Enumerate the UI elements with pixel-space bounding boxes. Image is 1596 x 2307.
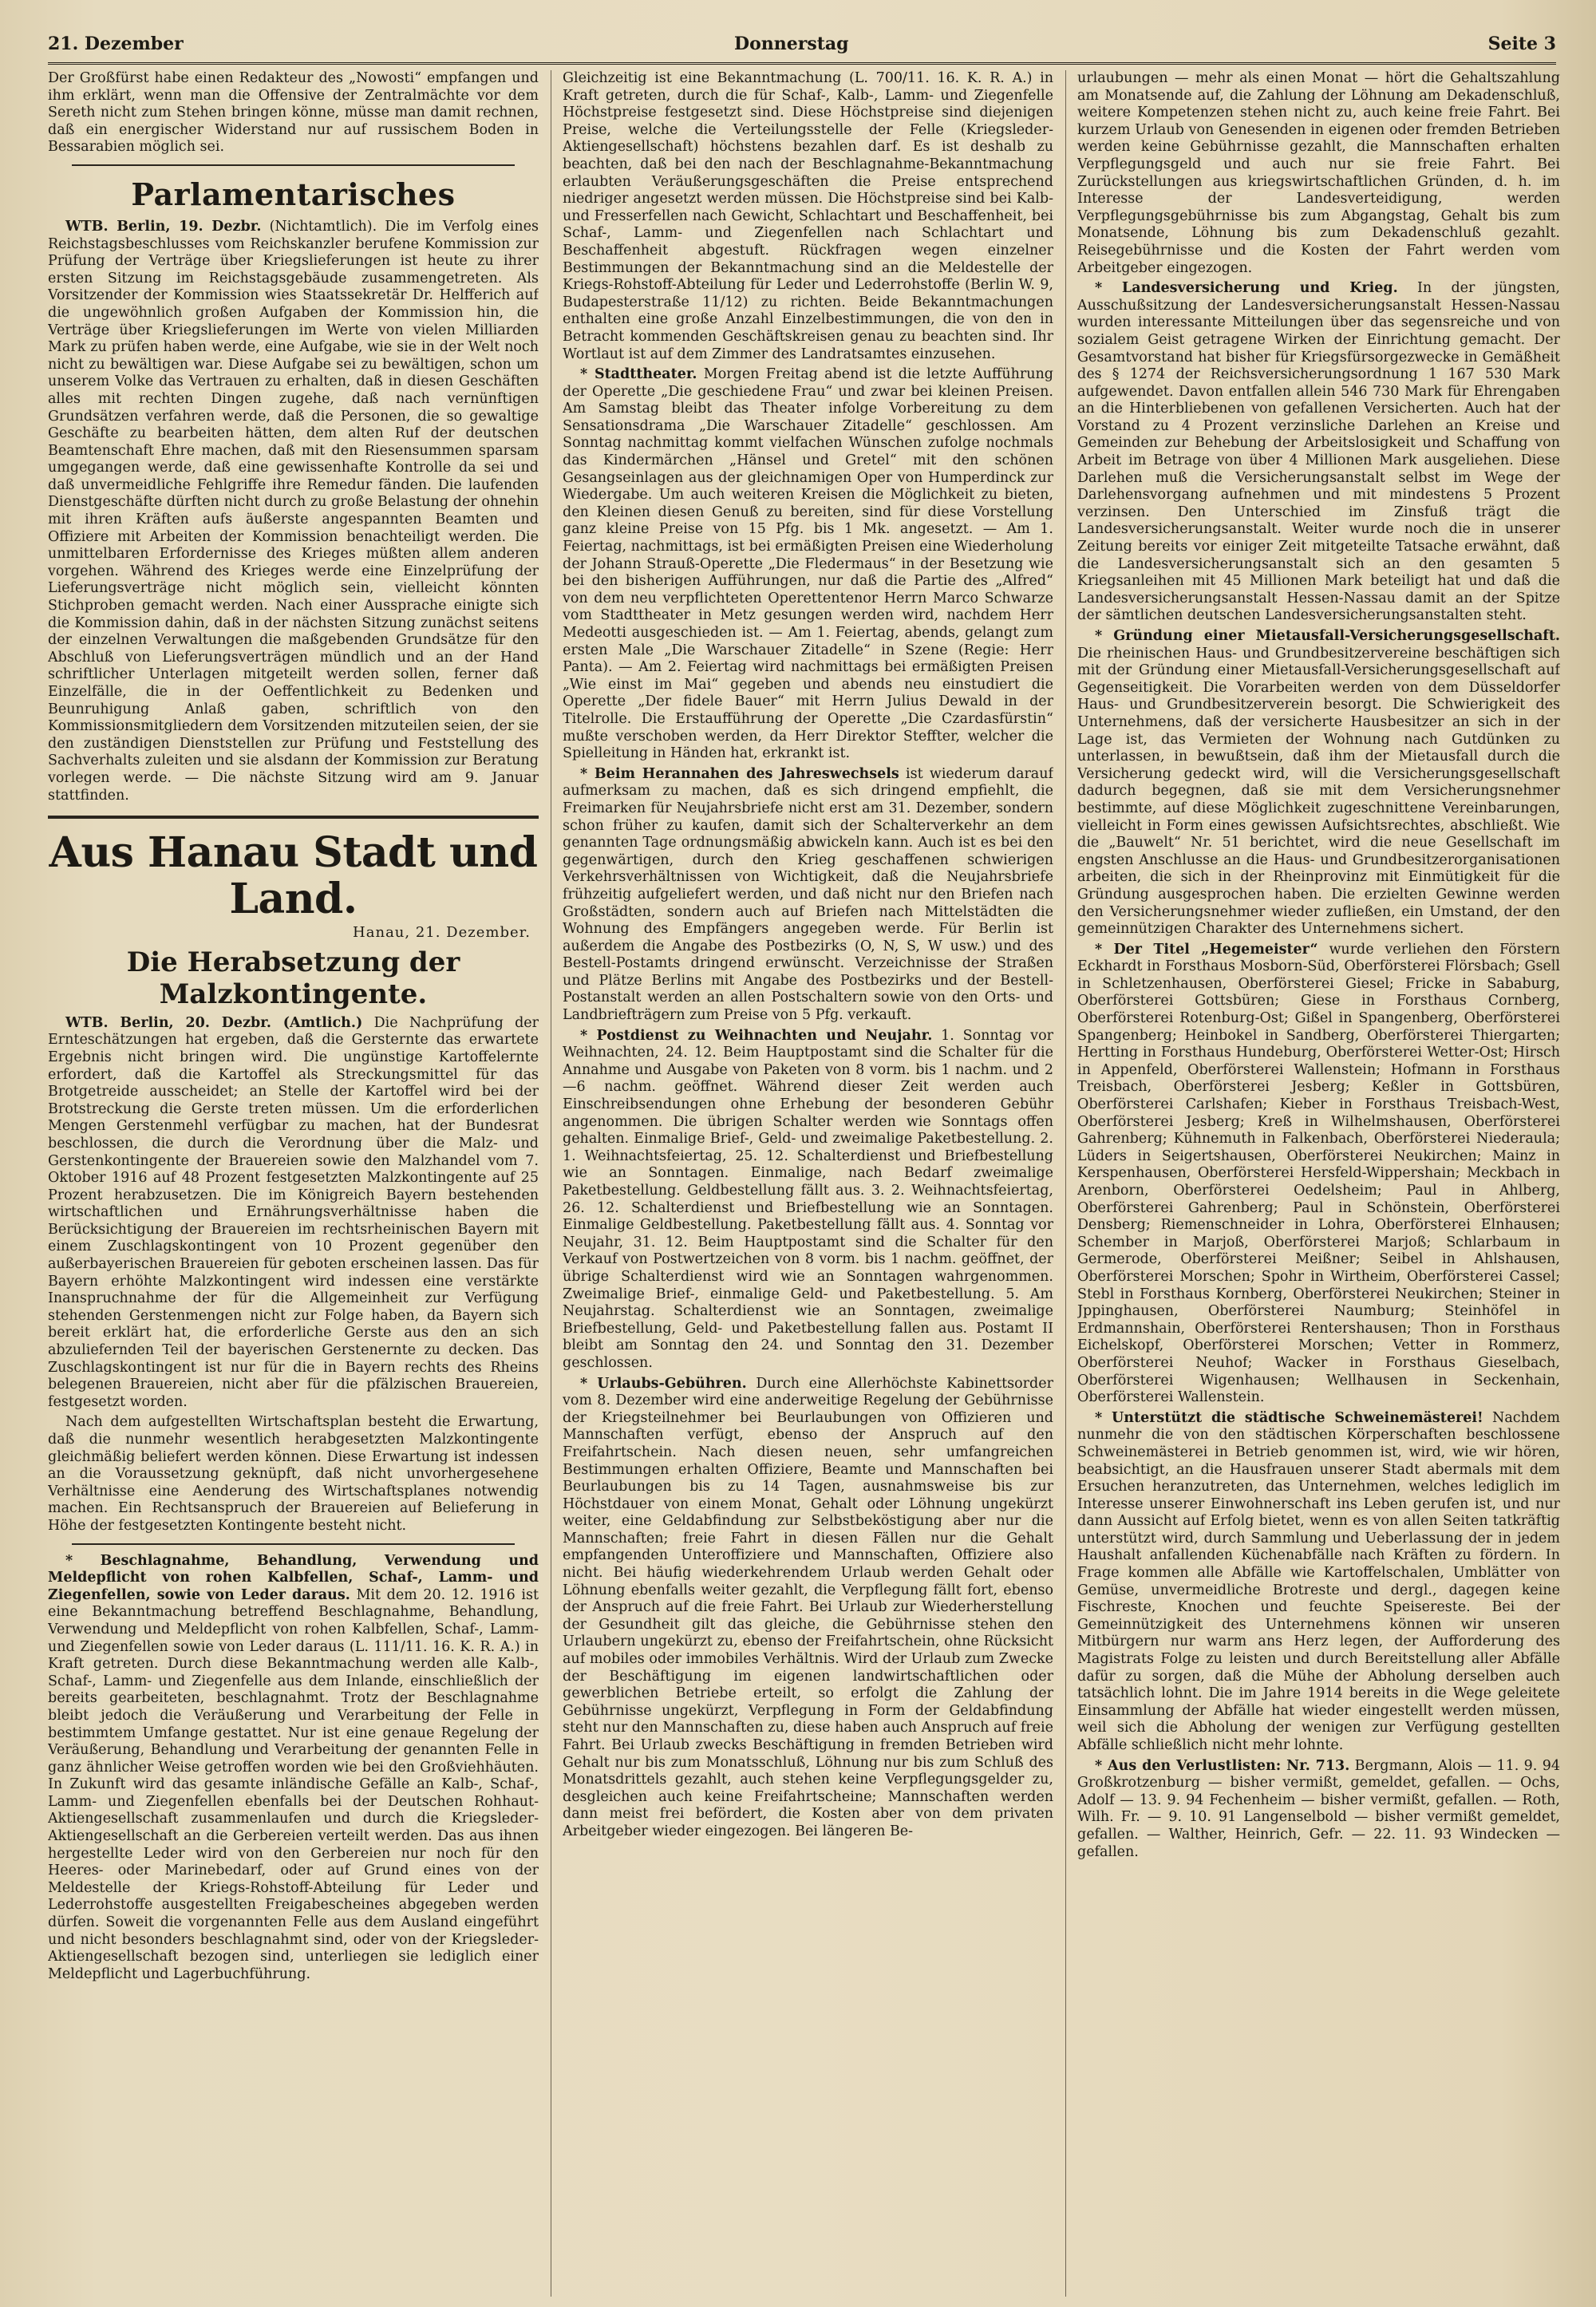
article-lead: * Gründung einer Mietausfall-Versicherungsgesellschaft. bbox=[1095, 628, 1560, 644]
article-malzkontingente-continued: Nach dem aufgestellten Wirtschaftsplan besteht die Erwartung, daß die nunmehr wesentlich herabgesetzten Malzkontingente gleichmäßig beliefert werden können. Diese Erwartung ist indessen an die Voraussetzung geknüpft, daß nicht unvorhergesehene Verhältnisse eine Aenderung des Wirtschaftsplanes notwendig machen. Ein Rechtsanspruch der Brauereien auf Belieferung in Höhe der festgesetzten Kontingente besteht nicht. bbox=[48, 1414, 539, 1534]
article-title-malzkontingente: Die Herabsetzung der Malzkontingente. bbox=[126, 946, 460, 1010]
article-lead: * Unterstützt die städtische Schweinemästerei! bbox=[1095, 1409, 1483, 1426]
article-landesversicherung bbox=[1077, 280, 1560, 625]
article-body: Morgen Freitag abend ist die letzte Aufführung der Operette „Die geschiedene Frau“ und zwar bei kleinen Preisen. Am Samstag bleibt das Theater infolge Vorbereitung zu dem Sensationsdrama „Die Warschauer Zitadelle“ geschlossen. Am Sonntag nachmittag kommt vielfachen Wünschen zufolge nochmals das Kindermärchen „Hänsel und Gretel“ mit den schönen Gesangseinlagen aus der gleichnamigen Oper von Humperdinck zur Wiedergabe. Um auch weiteren Kreisen die Möglichkeit zu bieten, den Kleinen diesen Genuß zu bereiten, sind für diese Vorstellung ganz kleine Preise von 15 Pfg. bis 1 Mk. angesetzt. — Am 1. Feiertag, nachmittags, ist bei ermäßigten Preisen eine Wiederholung der Johann Strauß-Operette „Die Fledermaus“ in der Besetzung wie bei den bisherigen Aufführungen, nur daß die Partie des „Alfred“ von dem neu verpflichteten Operettentenor Herrn Marco Schwarze vom Stadttheater in Metz gesungen werden wird, nachdem Herr Medeotti ausgeschieden ist. — Am 1. Feiertag, abends, gelangt zum ersten Male „Die Warschauer Zitadelle“ in Szene (Regie: Herr Panta). — Am 2. Feiertag wird nachmittags bei ermäßigten Preisen „Wie einst im Mai“ gegeben und abends neu einstudiert die Operette „Der fidele Bauer“ mit Herrn Julius Dewald in der Titelrolle. Die Erstaufführung der Operette „Die Czardasfürstin“ mußte verschoben werden, da Herr Direktor Steffter, welcher die Spielleitung in Händen hat, erkrankt ist. bbox=[563, 366, 1053, 762]
column-1 bbox=[48, 70, 539, 2297]
page-header bbox=[48, 32, 1556, 65]
section-title-hanau: Aus Hanau Stadt und Land. bbox=[49, 828, 538, 924]
article-body: (Nichtamtlich). Die im Verfolg eines Reichstagsbeschlusses vom Reichskanzler berufene Kommission zur Prüfung der Verträge über Kriegslieferungen ist heute zu ihrer ersten Sitzung im Reichstagsgebäude zusammengetreten. Als Vorsitzender der Kommission wies Staatssekretär Dr. Helfferich auf die ungewöhnlich großen Aufgaben der Kommission hin, die Verträge über Kriegslieferungen im Werte von vielen Milliarden Mark zu prüfen haben werde, eine Aufgabe, wie sie in der Welt noch nicht zu bewältigen war. Diese Aufgabe sei zu bewältigen, schon um unserem Volke das Vertrauen zu erhalten, daß in diesen Geschäften alles mit rechten Dingen zugehe, daß nach vernünftigen Grundsätzen verfahren werde, daß die Personen, die so gewaltige Geschäfte zu bearbeiten hätten, dem alten Ruf der deutschen Beamtenschaft Ehre machen, daß mit den Riesensummen sparsam umgegangen werde, daß eine gewissenhafte Kontrolle da sei und daß unvermeidliche Fehlgriffe ihre Remedur fänden. Die laufenden Dienstgeschäfte dürften nicht durch zu große Belastung der ohnehin mit ihren Kräften aufs äußerste angespannten Beamten und Offiziere mit Arbeiten der Kommission benachteiligt werden. Die unmittelbaren Erfordernisse des Krieges müßten allem anderen vorgehen. Während des Krieges werde eine Einzelprüfung der Lieferungsverträge nicht möglich sein, vielleicht könnten Stichproben gemacht werden. Nach einer Aussprache einigte sich die Kommission dahin, daß in der nächsten Sitzung zunächst seitens der einzelnen Verwaltungen die maßgebenden Grundsätze für den Abschluß von Lieferungsverträgen mündlich und an der Hand schriftlicher Unterlagen mitgeteilt werden sollen, ferner daß Einzelfälle, die in der Oeffentlichkeit zu Bedenken und Beunruhigung Anlaß gaben, schriftlich von den Kommissionsmitgliedern dem Vorsitzenden mitzuteilen seien, der sie den zuständigen Dienststellen zur Prüfung und Feststellung des Sachverhalts zuleiten und sie alsdann der Kommission zur Beratung vorlegen werde. — Die nächste Sitzung wird am 9. Januar stattfinden. bbox=[48, 218, 539, 804]
article-stadttheater bbox=[563, 366, 1053, 763]
article-lead: * Beim Herannahen des Jahreswechsels bbox=[580, 765, 899, 782]
article-body: Mit dem 20. 12. 1916 ist eine Bekanntmachung betreffend Beschlagnahme, Behandlung, Verwendung und Meldepflicht von rohen Kalbfellen, Schaf-, Lamm- und Ziegenfellen sowie von Leder daraus (L. 111/11. 16. K. R. A.) in Kraft getreten. Durch diese Bekanntmachung werden alle Kalb-, Schaf-, Lamm- und Ziegenfelle aus dem Inlande, einschließlich der bereits gearbeiteten, beschlagnahmt. Trotz der Beschlagnahme bleibt jedoch die Veräußerung und Verarbeitung der Felle in bestimmtem Umfange gestattet. Nur ist eine genaue Regelung der Veräußerung, Behandlung und Verarbeitung der genannten Felle in ganz ähnlicher Weise getroffen worden wie bei den Großviehhäuten. In Zukunft wird das gesamte inländische Gefälle an Kalb-, Schaf-, Lamm- und Ziegenfellen ebenfalls bei der Deutschen Rohhaut-Aktiengesellschaft zusammenlaufen und durch die Kriegsleder-Aktiengesellschaft an die Gerbereien verteilt werden. Das aus ihnen hergestellte Leder wird von den Gerbereien nur noch für den Heeres- oder Marinebedarf, oder auf Grund eines von der Meldestelle der Kriegs-Rohstoff-Abteilung für Leder und Lederrohstoffe ausgestellten Freigabescheines abgegeben werden dürfen. Soweit die vorgenannten Felle aus dem Ausland eingeführt und nicht besonders beschlagnahmt sind, oder von der Kriegsleder-Aktiengesellschaft bezogen sind, unterliegen sie lediglich einer Meldepflicht und Lagerbuchführung. bbox=[48, 1586, 539, 1982]
article-body: Die rheinischen Haus- und Grundbesitzervereine beschäftigen sich mit der Gründung einer Mietausfall-Versicherungsgesellschaft auf Gegenseitigkeit. Die Vorarbeiten werden von dem Düsseldorfer Haus- und Grundbesitzerverein besorgt. Die Schwierigkeit des Unternehmens, daß der versicherte Hausbesitzer an sich in der Lage ist, das Vermieten der Wohnung nach Gutdünken zu unterlassen, in bewußtsein, daß ihm der Mietausfall durch die Versicherung gedeckt wird, will die Versicherungsgesellschaft dadurch begegnen, daß sie mit dem Versicherungsnehmer bestimmte, auf diese Möglichkeit zugeschnittene Vereinbarungen, vielleicht in Form eines gewissen Aufsichtsrechtes, abschließt. Wie die „Bauwelt“ Nr. 51 berichtet, wird die neue Gesellschaft im engsten Anschlusse an die Haus- und Grundbesitzerorganisationen arbeiten, die sich in der Rheinprovinz mit Einmütigkeit für die Gründung ausgesprochen haben. Die erzielten Gewinne werden den Versicherungsnehmer wieder zufließen, ein Umstand, der den gemeinnützigen Charakter des Unternehmens sichert. bbox=[1077, 645, 1560, 938]
column-rule-2 bbox=[1065, 70, 1066, 2297]
article-mietausfall bbox=[1077, 628, 1560, 938]
section-title-parlamentarisches: Parlamentarisches bbox=[131, 176, 456, 212]
header-date: 21. Dezember bbox=[48, 34, 184, 54]
article-lead: * Postdienst zu Weihnachten und Neujahr. bbox=[580, 1027, 933, 1044]
article-lead: * Stadttheater. bbox=[580, 366, 697, 383]
article-postdienst bbox=[563, 1028, 1053, 1373]
column-2 bbox=[563, 70, 1053, 2297]
article-jahreswechsel bbox=[563, 766, 1053, 1025]
divider bbox=[72, 1543, 515, 1545]
article-parlamentarisches bbox=[48, 219, 539, 804]
article-hegemeister bbox=[1077, 942, 1560, 1407]
article-body: Bergmann, Alois — 11. 9. 94 Großkrotzenburg — bisher vermißt, gemeldet, gefallen. — Ochs, Adolf — 13. 9. 94 Fechenheim — bisher vermißt, gefallen. — Roth, Wilh. Fr. — 9. 10. 91 Langenselbold — bisher vermißt gemeldet, gefallen. — Walther, Heinrich, Gefr. — 22. 11. 93 Windecken — gefallen. bbox=[1077, 1757, 1560, 1860]
article-body: wurde verliehen den Förstern Eckhardt in Forsthaus Mosborn-Süd, Oberförsterei Flörsbach; Gsell in Schletzenhausen, Oberförsterei Giesel; Fricke in Sababurg, Oberförsterei Gottsbüren; Giese in Forsthaus Cornberg, Oberförsterei Rotenburg-Ost; Gißel in Spangenberg, Oberförsterei Spangenberg; Heinbokel in Sandberg, Oberförsterei Thiergarten; Hertting in Forsthaus Hundeburg, Oberförsterei Wetter-Ost; Hirsch in Appenfeld, Oberförsterei Wallenstein; Hofmann in Forsthaus Treisbach, Oberförsterei Jesberg; Keßler in Gottsbüren, Oberförsterei Carlshafen; Kieber in Forsthaus Treisbach-West, Oberförsterei Jesberg; Kreß in Wilhelmshausen, Oberförsterei Gahrenberg; Kühnemuth in Falkenbach, Oberförsterei Niederaula; Lüders in Seigertshausen, Oberförsterei Neukirchen; Mainz in Kerspenhausen, Oberförsterei Hersfeld-Wippershain; Meckbach in Arenborn, Oberförsterei Oedelsheim; Paul in Ahlberg, Oberförsterei Gahrenberg; Paul in Schönstein, Oberförsterei Densberg; Riemenschneider in Lohra, Oberförsterei Elnhausen; Schember in Marjoß, Oberförsterei Marjoß; Schlarbaum in Germerode, Oberförsterei Meißner; Seibel in Ahlshausen, Oberförsterei Morschen; Spohr in Wirtheim, Oberförsterei Cassel; Stebl in Forsthaus Kornberg, Oberförsterei Neukirchen; Steiner in Jppinghausen, Oberförsterei Naumburg; Steinhöfel in Erdmannshain, Oberförsterei Rentershausen; Thon in Forsthaus Eichelskopf, Oberförsterei Morschen; Vetter in Rommerz, Oberförsterei Neuhof; Wacker in Forsthaus Gieselbach, Oberförsterei Wigenhausen; Wellhausen in Seckenhain, Oberförsterei Wallenstein. bbox=[1077, 941, 1560, 1406]
article-verlustlisten bbox=[1077, 1758, 1560, 1862]
article-body: In der jüngsten, Ausschußsitzung der Landesversicherungsanstalt Hessen-Nassau wurden interessante Mitteilungen über das segensreiche und von sozialem Geist getragene Wirken der Einrichtung gemacht. Der Gesamtvorstand hat bisher für Kriegsfürsorgezwecke in Gemäßheit des § 1274 der Reichsversicherungsordnung 1 167 530 Mark aufgewendet. Davon entfallen allein 546 730 Mark für Ehrengaben an die Hinterbliebenen von gefallenen Versicherten. Auch hat der Vorstand zu 4 Prozent verzinsliche Darlehen an Kreise und Gemeinden zur Behebung der Arbeitslosigkeit und Schaffung von Arbeit im Betrage von über 4 Millionen Mark ausgeliehen. Diese Darlehen muß die Versicherungsanstalt selbst im Wege der Darlehensvorgang aufnehmen und mit mindestens 5 Prozent verzinsen. Den Unterschied im Zinsfuß trägt die Landesversicherungsanstalt. Weiter wurde noch die in unserer Zeitung bereits vor einiger Zeit mitgeteilte Tatsache erwähnt, daß die Landesversicherungsanstalt sich an den gesamten 5 Kriegsanleihen mit 45 Millionen Mark beteiligt hat und daß die Landesversicherungsanstalt Hessen-Nassau damit an der Spitze der sämtlichen deutschen Landesversicherungsanstalten steht. bbox=[1077, 280, 1560, 624]
article-lead: * Aus den Verlustlisten: Nr. 713. bbox=[1095, 1757, 1350, 1774]
article-body: ist wiederum darauf aufmerksam zu machen, daß es sich dringend empfiehlt, die Freimarken für Neujahrsbriefe nicht erst am 31. Dezember, sondern schon früher zu kaufen, damit sich der Schalterverkehr an dem genannten Tage ordnungsmäßig abwickeln kann. Auch ist es bei den gegenwärtigen, durch den Krieg geschaffenen schwierigen Verkehrsverhältnissen von Wichtigkeit, daß die Neujahrsbriefe frühzeitig aufgeliefert werden, und daß nicht nur den Briefen nach Großstädten, sondern auch auf Briefen nach Mittelstädten die Wohnung des Empfängers angegeben werde. Für Berlin ist außerdem die Angabe des Postbezirks (O, N, S, W usw.) und des Bestell-Postamts dringend erwünscht. Verzeichnisse der Straßen und Plätze Berlins mit Angabe des Postbezirks und der Bestell-Postanstalt werden an allen Postschaltern sowie von den Orts- und Landbriefträgern zum Preise von 5 Pfg. verkauft. bbox=[563, 765, 1053, 1024]
dateline: WTB. Berlin, 20. Dezbr. (Amtlich.) bbox=[65, 1014, 363, 1031]
intro-paragraph: Der Großfürst habe einen Redakteur des „Nowosti“ empfangen und ihm erklärt, wenn man die Offensive der Zentralmächte vor dem Sereth nicht zum Stehen bringen könne, müsse man damit rechnen, daß ein energischer Widerstand nur auf russischem Boden in Bessarabien möglich sei. bbox=[48, 70, 539, 156]
header-day: Donnerstag bbox=[734, 34, 849, 54]
article-body: Durch eine Allerhöchste Kabinettsorder vom 8. Dezember wird eine anderweitige Regelung der Gebührnisse der Kriegsteilnehmer bei Beurlaubungen von Offizieren und Mannschaften verfügt, ebenso der Anspruch auf den Freifahrtschein. Nach diesen neuen, sehr umfangreichen Bestimmungen erhalten Offiziere, Beamte und Mannschaften bei Beurlaubungen bis zu 14 Tagen, ausnahmsweise bis zur Höchstdauer von einem Monat, Gehalt oder Löhnung ungekürzt weiter, eine Geldabfindung zur Selbstbeköstigung aber nur die Mannschaften; freie Fahrt in diesen Fällen nur die Gehalt empfangenden Unteroffiziere und Mannschaften, Offiziere also nicht. Bei häufig wiederkehrendem Urlaub werden Gehalt oder Löhnung ebenfalls weiter gezahlt, die Verpflegung fällt fort, ebenso der Anspruch auf die freie Fahrt. Bei Urlaub zur Wiederherstellung der Gesundheit gilt das gleiche, die Gebührnisse stehen den Urlaubern ungekürzt zu, ebenso der Freifahrtschein, ohne Rücksicht auf mobiles oder immobiles Verhältnis. Wird der Urlaub zum Zwecke der Beschäftigung im eigenen landwirtschaftlichen oder gewerblichen Betriebe erteilt, so erfolgt die Zahlung der Gebührnisse ungekürzt, Verpflegung in Form der Geldabfindung steht nur den Mannschaften zu, diese haben auch Anspruch auf freie Fahrt. Bei Urlaub zwecks Beschäftigung in fremden Betrieben wird Gehalt nur bis zum Monatsschluß, Löhnung nur bis zum Schluß des Monatsdrittels gezahlt, auch stehen keine Verpflegungsgelder zu, desgleichen auch keine Freifahrtscheine; Mannschaften werden dann meist frei befördert, die Kosten aber von dem privaten Arbeitgeber wieder eingezogen. Bei längeren Be- bbox=[563, 1375, 1053, 1839]
article-schweinemaesterei bbox=[1077, 1410, 1560, 1755]
article-body: 1. Sonntag vor Weihnachten, 24. 12. Beim Hauptpostamt sind die Schalter für die Annahme und Ausgabe von Paketen von 8 vorm. bis 1 nachm. und 2—6 nachm. geöffnet. Während dieser Zeit werden auch Einschreibsendungen ohne Erhebung der besonderen Gebühr angenommen. Die übrigen Schalter werden wie Sonntags offen gehalten. Einmalige Brief-, Geld- und zweimalige Paketbestellung. 2. 1. Weihnachtsfeiertag, 25. 12. Schalterdienst und Briefbestellung wie an Sonntagen. Einmalige, nach Bedarf zweimalige Paketbestellung. Geldbestellung fällt aus. 3. 2. Weihnachtsfeiertag, 26. 12. Schalterdienst und Briefbestellung wie an Sonntagen. Einmalige Geldbestellung. Paketbestellung fällt aus. 4. Sonntag vor Neujahr, 31. 12. Beim Hauptpostamt sind die Schalter für den Verkauf von Postwertzeichen von 8 vorm. bis 1 nachm. geöffnet, der übrige Schalterdienst wird wie an Sonntagen wahrgenommen. Zweimalige Brief-, einmalige Geld- und Paketbestellung. 5. Am Neujahrstag. Schalterdienst wie an Sonntagen, zweimalige Briefbestellung, Geld- und Paketbestellung fallen aus. Postamt II bleibt am Sonntag den 24. und Sonntag den 31. Dezember geschlossen. bbox=[563, 1027, 1053, 1371]
article-malzkontingente bbox=[48, 1015, 539, 1412]
dateline: WTB. Berlin, 19. Dezbr. bbox=[65, 218, 262, 235]
article-urlaubsgebuehren bbox=[563, 1376, 1053, 1841]
article-hoechstpreise: Gleichzeitig ist eine Bekanntmachung (L. 700/11. 16. K. R. A.) in Kraft getreten, durch die für Schaf-, Kalb-, Lamm- und Ziegenfelle Höchstpreise festgesetzt sind. Diese Höchstpreise sind diejenigen Preise, welche die Verteilungsstelle der Felle (Kriegsleder-Aktiengesellschaft) höchstens bezahlen darf. Es ist deshalb zu beachten, daß bei den nach der Beschlagnahme-Bekanntmachung erlaubten Veräußerungsgeschäften die Preise entsprechend niedriger angesetzt werden müssen. Die Höchstpreise sind bei Kalb- und Fresserfellen nach Gewicht, Schlachtart und Beschaffenheit, bei Schaf-, Lamm- und Ziegenfellen nach Schlachtart und Beschaffenheit abgestuft. Rückfragen wegen einzelner Bestimmungen der Bekanntmachung sind an die Meldestelle der Kriegs-Rohstoff-Abteilung für Leder und Lederrohstoffe (Berlin W. 9, Budapesterstraße 11/12) zu richten. Beide Bekanntmachungen enthalten eine große Anzahl Einzelbestimmungen, die von den in Betracht kommenden Geschäftskreisen genau zu beachten sind. Ihr Wortlaut ist auf dem Zimmer des Landratsamtes einzusehen. bbox=[563, 70, 1053, 362]
article-beschlagnahme bbox=[48, 1553, 539, 1984]
column-3 bbox=[1077, 70, 1560, 2297]
article-body: Nachdem nunmehr die von den städtischen Körperschaften beschlossene Schweinemästerei in Betrieb genommen ist, wird, wie wir hören, beabsichtigt, an die Hausfrauen unserer Stadt abermals mit dem Ersuchen heranzutreten, das Unternehmen, welches lediglich im Interesse unserer Einwohnerschaft ins Leben gerufen ist, und nur dann Aussicht auf Erfolg bietet, wenn es von allen Seiten tatkräftig unterstützt wird, durch Sammlung und Ueberlassung der in jedem Haushalt anfallenden Küchenabfälle nach Kräften zu fördern. In Frage kommen alle Abfälle wie Kartoffelschalen, Umblätter von Gemüse, unvermeidliche Brotreste und dergl., dagegen keine Fischreste, Knochen und feuchte Speisereste. Bei der Gemeinnützigkeit des Unternehmens können wir unseren Mitbürgern nur warm ans Herz legen, der Aufforderung des Magistrats Folge zu leisten und durch Bereitstellung aller Abfälle dafür zu sorgen, daß die Mühe der Abholung derselben auch tatsächlich lohnt. Die im Jahre 1914 bereits in die Wege geleitete Einsammlung der Abfälle hat wieder eingestellt werden müssen, weil sich die Abholung der wenigen zur Verfügung gestellten Abfälle schließlich nicht mehr lohnte. bbox=[1077, 1409, 1560, 1753]
article-lead: * Urlaubs-Gebühren. bbox=[580, 1375, 747, 1392]
article-body: Die Nachprüfung der Ernteschätzungen hat ergeben, daß die Gersternte das erwartete Ergebnis nicht bringen wird. Die ungünstige Kartoffelernte erfordert, daß die Kartoffel als Streckungsmittel für das Brotgetreide ausscheidet; an Stelle der Kartoffel wird bei der Brotstreckung die Gerste treten müssen. Um die erforderlichen Mengen Gerstenmehl verfügbar zu machen, hat der Bundesrat beschlossen, die durch die Verordnung über die Malz- und Gerstenkontingente der Brauereien sowie den Malzhandel vom 7. Oktober 1916 auf 48 Prozent festgesetzten Malzkontingente auf 25 Prozent herabzusetzen. Die im Königreich Bayern bestehenden wirtschaftlichen und Ernährungsverhältnisse haben die Berücksichtigung der Brauereien im rechtsrheinischen Bayern mit einem Zuschlagskontingent von 10 Prozent gegenüber den außerbayerischen Brauereien für geboten erscheinen lassen. Das für Bayern erhöhte Malzkontingent wird indessen eine verstärkte Inanspruchnahme der für die Allgemeinheit zur Verfügung stehenden Gerstenmengen nicht zur Folge haben, da Bayern sich bereit erklärt hat, die erforderliche Gerste aus den an sich abzuliefernden Teil der bayerischen Gerstenernte zu decken. Das Zuschlagskontingent ist nur für die in Bayern rechts des Rheins belegenen Brauereien, nicht aber für die pfälzischen Brauereien, festgesetzt worden. bbox=[48, 1014, 539, 1410]
article-lead: * Der Titel „Hegemeister“ bbox=[1095, 941, 1318, 958]
hanau-dateline: Hanau, 21. Dezember. bbox=[353, 924, 531, 942]
article-urlaub-continued: urlaubungen — mehr als einen Monat — hört die Gehaltszahlung am Monatsende auf, die Zahlung der Löhnung am Dekadenschluß, weitere Kompetenzen stehen nicht zu, auch keine freie Fahrt. Bei kurzem Urlaub von Genesenden in eigenen oder fremden Betrieben werden keine Gebührnisse gezahlt, die Mannschaften erhalten Verpflegungsgeld und auch nur sie freie Fahrt. Bei Zurückstellungen aus kriegswirtschaftlichen Gründen, d. h. im Interesse der Landesverteidigung, werden Verpflegungsgebührnisse bis zum Abgangstag, Gehalt bis zum Monatsende, Löhnung bis zum Dekadenschluß gezahlt. Reisegebührnisse und die Kosten der Fahrt werden vom Arbeitgeber eingezogen. bbox=[1077, 70, 1560, 276]
divider bbox=[72, 164, 515, 166]
article-lead: * Landesversicherung und Krieg. bbox=[1095, 280, 1398, 297]
header-page-number: Seite 3 bbox=[1487, 34, 1556, 54]
article-lead: * Beschlagnahme, Behandlung, Verwendung und Meldepflicht von rohen Kalbfellen, Schaf-, Lamm- und Ziegenfellen, sowie von Leder daraus. bbox=[48, 1552, 539, 1603]
divider-thick bbox=[48, 816, 539, 819]
